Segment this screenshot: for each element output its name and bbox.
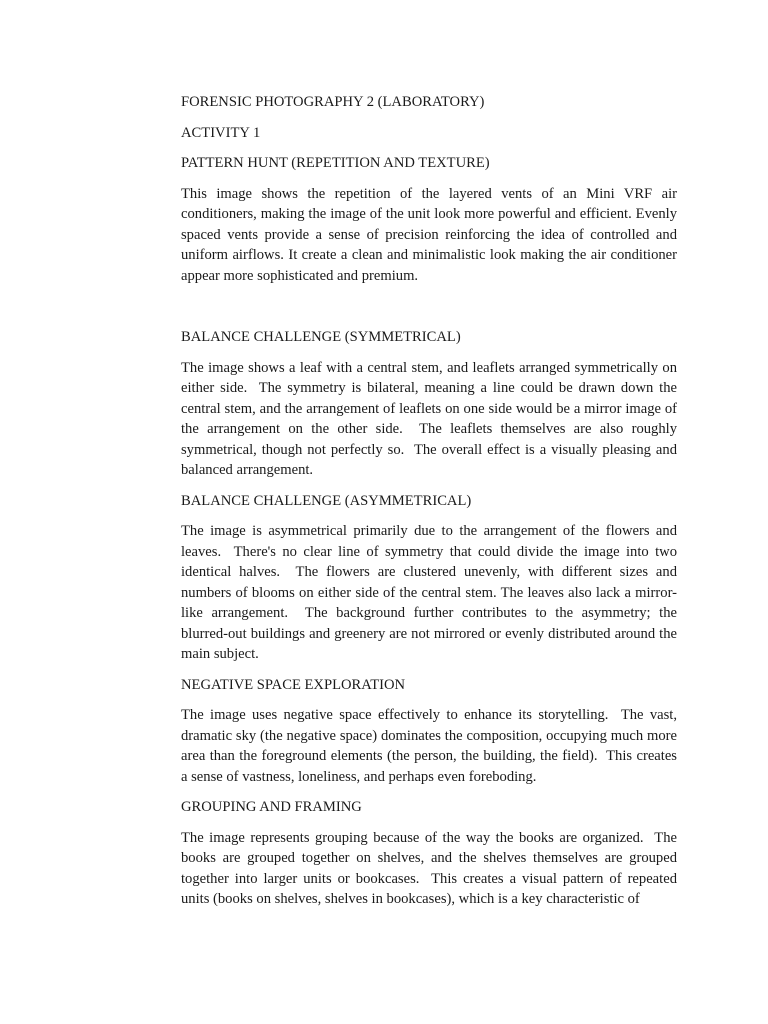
section-paragraph: This image shows the repetition of the layered vents of an Mini VRF air conditioners, making the image of the unit look more powerful and efficient. Evenly spaced vents provide a sense of precision reinforcing the idea of controlled and uniform airflows. It create a clean and minimalistic look making the air conditioner appear more sophisticated and premium. [181,185,681,284]
section-paragraph: The image is asymmetrical primarily due to the arrangement of the flowers and leaves. There's no clear line of symmetry that could divide the image into two identical halves. The flowers are clustered unevenly, with different sizes and numbers of blooms on either side of the central stem. The leaves also lack a mirror-like arrangement. The background further contributes to the asymmetry; the blurred-out buildings and greenery are not mirrored or evenly distributed around the main subject. [181,523,681,662]
document-body [181,92,681,920]
section-heading: BALANCE CHALLENGE (ASYMMETRICAL) [181,492,472,509]
section-heading: PATTERN HUNT (REPETITION AND TEXTURE) [181,155,490,171]
section-paragraph: The image represents grouping because of the way the books are organized. The books are grouped together on shelves, and the shelves themselves are grouped together into larger units or bookcases. This creates a visual pattern of repeated units (books on shelves, shelves in bookcases), which is a key characteristic of [181,829,681,907]
section-heading: GROUPING AND FRAMING [181,799,362,815]
section-paragraph: The image shows a leaf with a central stem, and leaflets arranged symmetrically on either side. The symmetry is bilateral, meaning a line could be drawn down the central stem, and the arrangement of leaflets on one side would be a mirror image of the arrangement on the other side. The leaflets themselves are also roughly symmetrical, though not perfectly so. The overall effect is a visually pleasing and balanced arrangement. [181,359,681,478]
document-title: FORENSIC PHOTOGRAPHY 2 (LABORATORY) [181,94,485,110]
section-heading: BALANCE CHALLENGE (SYMMETRICAL) [181,329,461,345]
blank-space [181,296,677,327]
section-heading: NEGATIVE SPACE EXPLORATION [181,676,406,693]
section-paragraph: The image uses negative space effectively to enhance its storytelling. The vast, dramatic sky (the negative space) dominates the composition, occupying much more area than the foreground elements (the person, the building, the field). This creates a sense of vastness, loneliness, and perhaps even foreboding. [181,707,681,785]
activity-label: ACTIVITY 1 [181,124,261,141]
